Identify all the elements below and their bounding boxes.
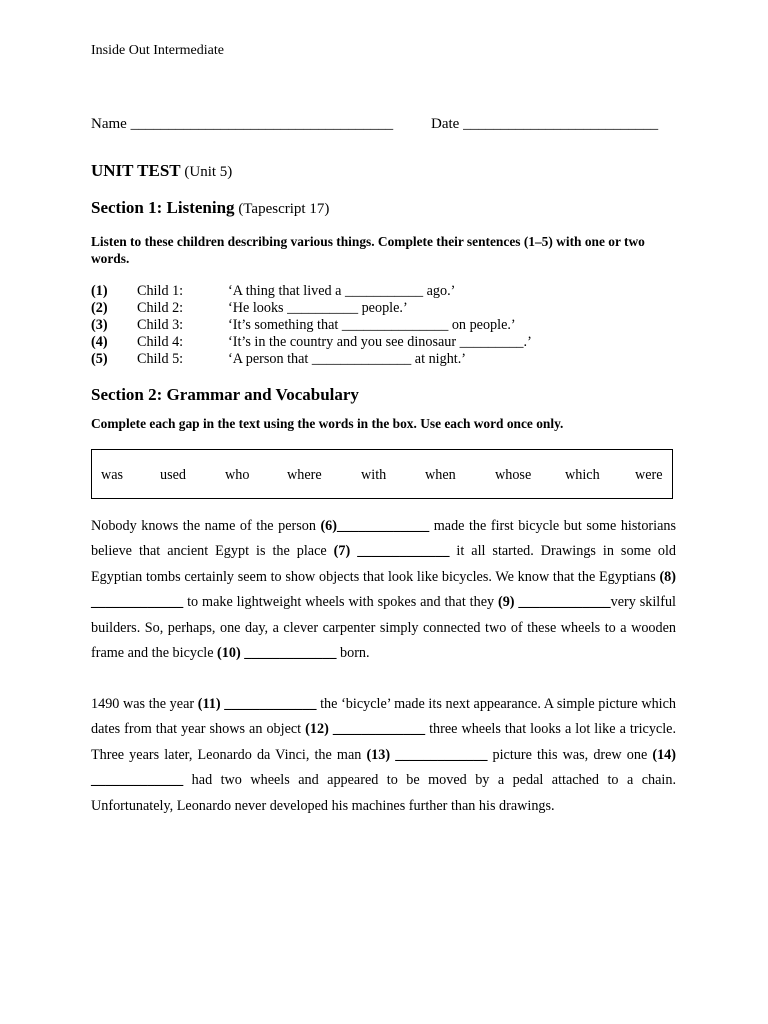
- section1-title-main: Section 1: Listening: [91, 198, 235, 217]
- paragraph-text: it all started. Drawings in some old Egyptian tombs certainly seem to show objects that look like bicycles. We know that the Egyptians: [91, 543, 676, 585]
- word-box-word: were: [635, 467, 663, 483]
- item-child: Child 4:: [137, 334, 184, 350]
- item-number: (1): [91, 283, 108, 299]
- item-child: Child 3:: [137, 317, 184, 333]
- item-sentence[interactable]: ‘He looks __________ people.’: [228, 300, 408, 316]
- paragraph-text: picture this was, drew one: [487, 746, 653, 763]
- gap-blank[interactable]: (9) _____________: [497, 594, 611, 611]
- section2-title-main: Section 2: Grammar and Vocabulary: [91, 385, 359, 404]
- item-sentence[interactable]: ‘It’s something that _______________ on people.’: [228, 317, 516, 333]
- section2-instruction: Complete each gap in the text using the words in the box. Use each word once only.: [91, 416, 564, 431]
- cloze-paragraph-1: [91, 514, 676, 666]
- section1-title-sub: (Tapescript 17): [238, 201, 330, 217]
- cloze-paragraph-2: [91, 692, 676, 819]
- section2-title: [91, 385, 359, 405]
- item-number: (2): [91, 300, 108, 316]
- name-date-line: [91, 116, 681, 133]
- unit-title-sub: (Unit 5): [184, 164, 233, 180]
- gap-blank[interactable]: (10) _____________: [217, 645, 337, 662]
- paragraph-text: 1490 was the year: [91, 696, 198, 712]
- gap-blank[interactable]: (7) _____________: [333, 543, 450, 560]
- word-box-word: when: [425, 467, 456, 483]
- paragraph-text: born.: [336, 645, 370, 662]
- item-child: Child 5:: [137, 351, 184, 367]
- word-box-word: who: [225, 467, 250, 483]
- gap-blank[interactable]: (14) _____________: [91, 746, 676, 789]
- item-number: (3): [91, 317, 108, 333]
- word-box-word: with: [361, 467, 387, 483]
- paragraph-text: the ‘bicycle’ made its next appearance. A simple picture which dates from that year shows an object: [91, 696, 677, 738]
- item-sentence[interactable]: ‘A thing that lived a ___________ ago.’: [228, 283, 456, 299]
- gap-blank[interactable]: (6)_____________: [320, 518, 430, 534]
- word-box: [91, 449, 673, 499]
- section1-instruction: Listen to these children describing various things. Complete their sentences (1–5) with one or two words.: [91, 234, 645, 266]
- item-number: (4): [91, 334, 108, 350]
- paragraph-text: very skilful builders. So, perhaps, one day, a clever carpenter simply connected two of these wheels to a wooden frame and the bicycle: [91, 594, 677, 662]
- gap-blank[interactable]: (13) _____________: [366, 746, 488, 763]
- name-field[interactable]: Name ___________________________________: [91, 116, 394, 132]
- word-box-word: whose: [495, 467, 532, 483]
- unit-title-main: UNIT TEST: [91, 161, 181, 180]
- word-box-word: used: [160, 467, 187, 483]
- word-box-word: which: [565, 467, 600, 483]
- word-box-word: was: [101, 467, 124, 483]
- paragraph-text: three wheels that looks a lot like a tricycle. Three years later, Leonardo da Vinci, the man: [91, 721, 677, 763]
- item-number: (5): [91, 351, 108, 367]
- word-box-word: where: [287, 467, 322, 483]
- paragraph-text: made the first bicycle but some historians believe that ancient Egypt is the place: [91, 518, 676, 560]
- item-child: Child 2:: [137, 300, 184, 316]
- paragraph-text: had two wheels and appeared to be moved by a pedal attached to a chain. Unfortunately, Leonardo never developed his machines further than his drawings.: [91, 772, 676, 814]
- gap-blank[interactable]: (11) _____________: [197, 696, 317, 712]
- gap-blank[interactable]: (8) _____________: [91, 568, 676, 611]
- paragraph-text: Nobody knows the name of the person: [91, 518, 321, 534]
- date-field[interactable]: Date __________________________: [431, 116, 659, 132]
- item-sentence[interactable]: ‘It’s in the country and you see dinosaur _________.’: [228, 334, 532, 350]
- paragraph-text: to make lightweight wheels with spokes and that they: [183, 594, 498, 611]
- section1-title: [91, 198, 329, 218]
- unit-title: [91, 161, 232, 181]
- page-header: Inside Out Intermediate: [91, 43, 224, 58]
- item-child: Child 1:: [137, 283, 184, 299]
- item-sentence[interactable]: ‘A person that ______________ at night.’: [228, 351, 467, 367]
- gap-blank[interactable]: (12) _____________: [305, 721, 426, 738]
